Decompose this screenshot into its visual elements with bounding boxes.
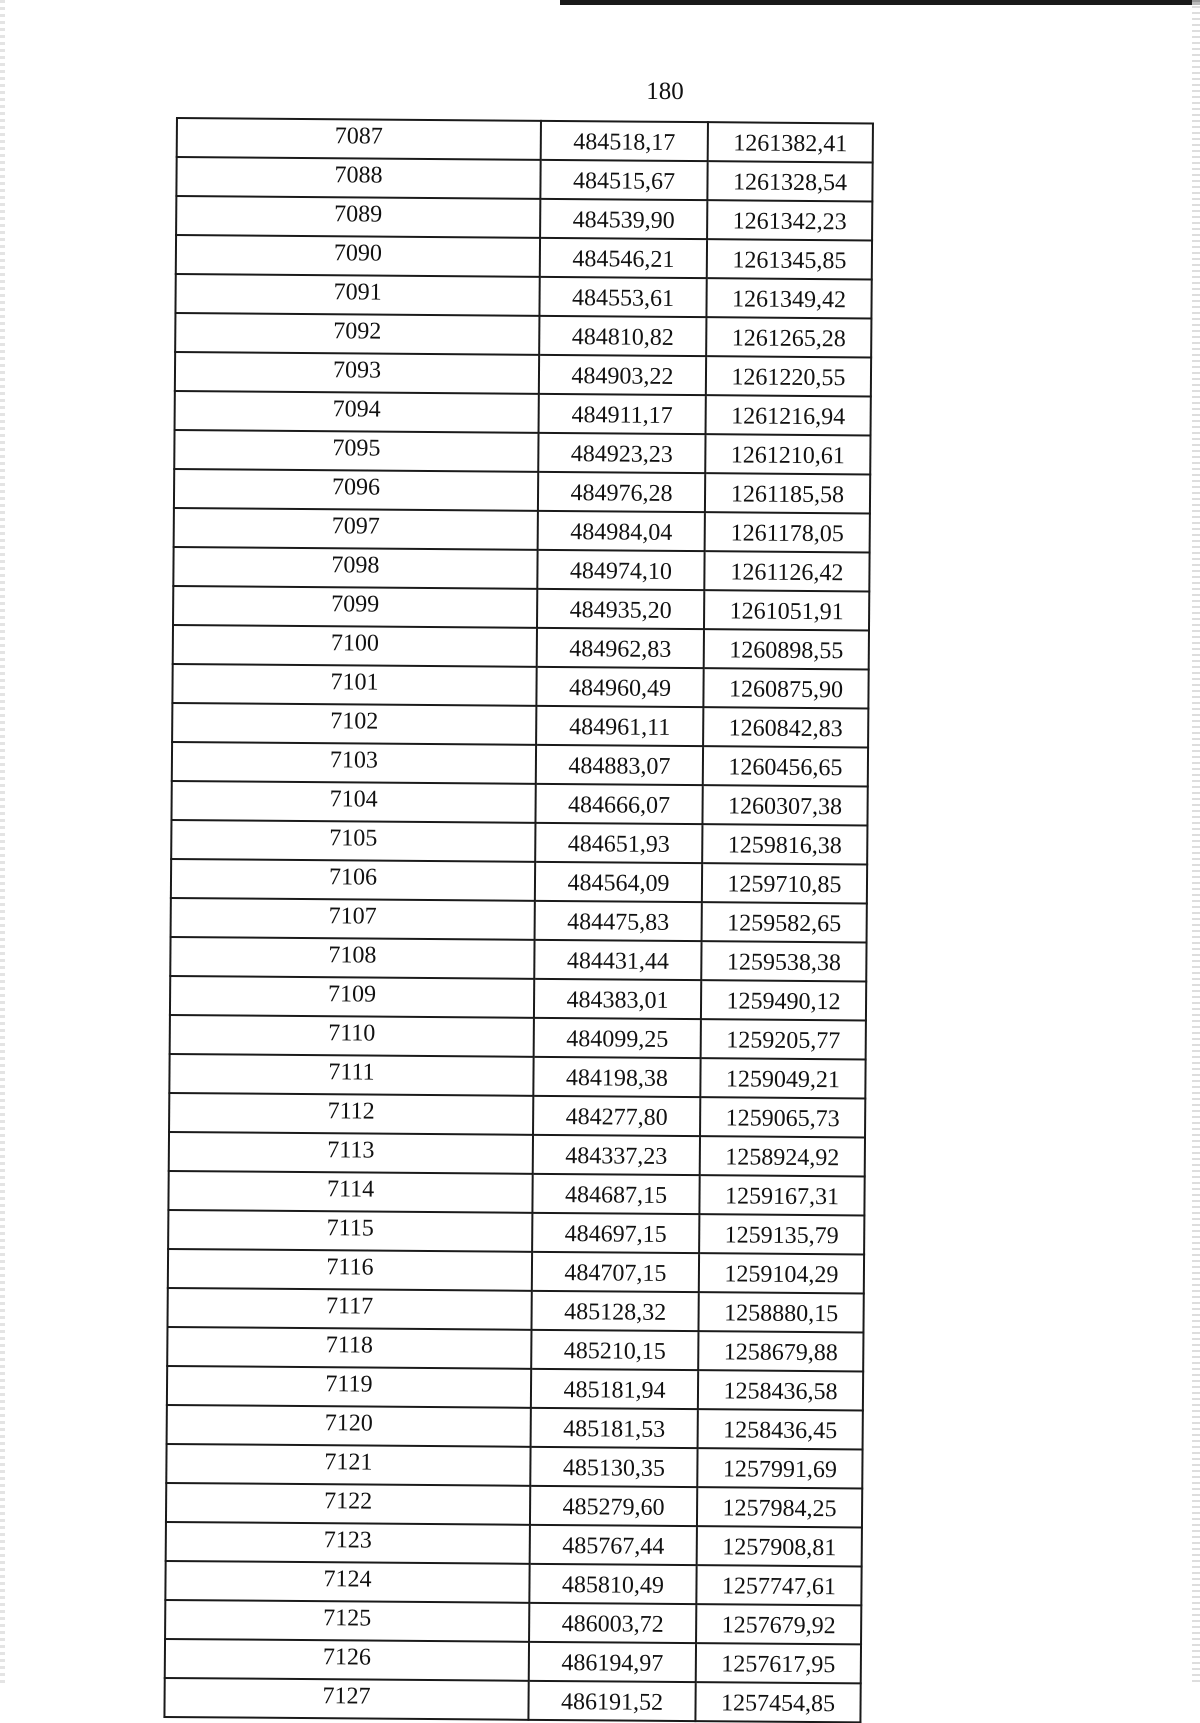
point-number-cell: 7090 bbox=[176, 235, 540, 277]
point-number-cell: 7118 bbox=[167, 1327, 531, 1369]
y-coordinate-cell: 1259538,38 bbox=[701, 941, 866, 981]
point-number-cell: 7093 bbox=[175, 352, 539, 394]
point-number-cell: 7109 bbox=[170, 976, 534, 1018]
point-number-cell: 7114 bbox=[168, 1171, 532, 1213]
table-row bbox=[171, 898, 867, 942]
x-coordinate-cell: 484984,04 bbox=[538, 511, 705, 551]
table-row bbox=[166, 1444, 862, 1488]
x-coordinate-cell: 484911,17 bbox=[539, 394, 706, 434]
point-number-cell: 7122 bbox=[166, 1483, 530, 1525]
x-coordinate-cell: 485181,53 bbox=[531, 1408, 698, 1448]
y-coordinate-cell: 1261382,41 bbox=[708, 122, 873, 162]
point-number-cell: 7096 bbox=[174, 469, 538, 511]
table-row bbox=[164, 1678, 860, 1722]
x-coordinate-cell: 484546,21 bbox=[540, 238, 707, 278]
x-coordinate-cell: 484976,28 bbox=[538, 472, 705, 512]
table-row bbox=[169, 1054, 865, 1098]
y-coordinate-cell: 1261051,91 bbox=[704, 590, 869, 630]
y-coordinate-cell: 1258679,88 bbox=[698, 1331, 863, 1371]
point-number-cell: 7087 bbox=[177, 118, 541, 160]
y-coordinate-cell: 1261345,85 bbox=[707, 239, 872, 279]
point-number-cell: 7115 bbox=[168, 1210, 532, 1252]
y-coordinate-cell: 1257908,81 bbox=[697, 1526, 862, 1566]
table-row bbox=[166, 1522, 862, 1566]
x-coordinate-cell: 484960,49 bbox=[536, 667, 703, 707]
point-number-cell: 7127 bbox=[164, 1678, 528, 1720]
y-coordinate-cell: 1259065,73 bbox=[700, 1097, 865, 1137]
y-coordinate-cell: 1258436,45 bbox=[698, 1409, 863, 1449]
x-coordinate-cell: 486191,52 bbox=[528, 1681, 695, 1721]
table-row bbox=[176, 196, 872, 240]
x-coordinate-cell: 485810,49 bbox=[529, 1564, 696, 1604]
y-coordinate-cell: 1259582,65 bbox=[702, 902, 867, 942]
y-coordinate-cell: 1258436,58 bbox=[698, 1370, 863, 1410]
point-number-cell: 7091 bbox=[175, 274, 539, 316]
x-coordinate-cell: 484974,10 bbox=[537, 550, 704, 590]
x-coordinate-cell: 484337,23 bbox=[533, 1135, 700, 1175]
y-coordinate-cell: 1257984,25 bbox=[697, 1487, 862, 1527]
y-coordinate-cell: 1258924,92 bbox=[700, 1136, 865, 1176]
table-row bbox=[172, 664, 868, 708]
table-row bbox=[169, 1093, 865, 1137]
y-coordinate-cell: 1259205,77 bbox=[701, 1019, 866, 1059]
x-coordinate-cell: 484515,67 bbox=[540, 160, 707, 200]
table-row bbox=[174, 469, 870, 513]
y-coordinate-cell: 1261328,54 bbox=[707, 161, 872, 201]
x-coordinate-cell: 484666,07 bbox=[535, 784, 702, 824]
x-coordinate-cell: 484651,93 bbox=[535, 823, 702, 863]
y-coordinate-cell: 1259490,12 bbox=[701, 980, 866, 1020]
point-number-cell: 7106 bbox=[171, 859, 535, 901]
x-coordinate-cell: 484961,11 bbox=[536, 706, 703, 746]
point-number-cell: 7097 bbox=[174, 508, 538, 550]
y-coordinate-cell: 1260842,83 bbox=[703, 707, 868, 747]
x-coordinate-cell: 485128,32 bbox=[531, 1291, 698, 1331]
table-row bbox=[175, 313, 871, 357]
table-row bbox=[170, 937, 866, 981]
table-row bbox=[171, 820, 867, 864]
point-number-cell: 7125 bbox=[165, 1600, 529, 1642]
table-row bbox=[165, 1561, 861, 1605]
table-row bbox=[165, 1639, 861, 1683]
point-number-cell: 7124 bbox=[165, 1561, 529, 1603]
y-coordinate-cell: 1261178,05 bbox=[705, 512, 870, 552]
y-coordinate-cell: 1261265,28 bbox=[706, 317, 871, 357]
point-number-cell: 7119 bbox=[167, 1366, 531, 1408]
table-row bbox=[176, 157, 872, 201]
table-row bbox=[175, 391, 871, 435]
y-coordinate-cell: 1261126,42 bbox=[704, 551, 869, 591]
point-number-cell: 7113 bbox=[169, 1132, 533, 1174]
y-coordinate-cell: 1257991,69 bbox=[697, 1448, 862, 1488]
y-coordinate-cell: 1260875,90 bbox=[703, 668, 868, 708]
table-row bbox=[167, 1405, 863, 1449]
y-coordinate-cell: 1259104,29 bbox=[699, 1253, 864, 1293]
x-coordinate-cell: 484810,82 bbox=[539, 316, 706, 356]
table-row bbox=[167, 1366, 863, 1410]
x-coordinate-cell: 484935,20 bbox=[537, 589, 704, 629]
point-number-cell: 7112 bbox=[169, 1093, 533, 1135]
table-row bbox=[173, 547, 869, 591]
x-coordinate-cell: 484518,17 bbox=[541, 121, 708, 161]
x-coordinate-cell: 484564,09 bbox=[535, 862, 702, 902]
table-row bbox=[170, 976, 866, 1020]
point-number-cell: 7104 bbox=[171, 781, 535, 823]
x-coordinate-cell: 484962,83 bbox=[537, 628, 704, 668]
x-coordinate-cell: 484277,80 bbox=[533, 1096, 700, 1136]
y-coordinate-cell: 1261342,23 bbox=[707, 200, 872, 240]
scan-left-edge bbox=[0, 0, 5, 1686]
x-coordinate-cell: 484923,23 bbox=[538, 433, 705, 473]
table-row bbox=[175, 352, 871, 396]
y-coordinate-cell: 1261210,61 bbox=[705, 434, 870, 474]
point-number-cell: 7098 bbox=[173, 547, 537, 589]
x-coordinate-cell: 484198,38 bbox=[533, 1057, 700, 1097]
x-coordinate-cell: 484707,15 bbox=[532, 1252, 699, 1292]
point-number-cell: 7121 bbox=[166, 1444, 530, 1486]
table-row bbox=[176, 235, 872, 279]
point-number-cell: 7116 bbox=[168, 1249, 532, 1291]
x-coordinate-cell: 484475,83 bbox=[535, 901, 702, 941]
x-coordinate-cell: 485130,35 bbox=[530, 1447, 697, 1487]
x-coordinate-cell: 484903,22 bbox=[539, 355, 706, 395]
x-coordinate-cell: 486003,72 bbox=[529, 1603, 696, 1643]
table-row bbox=[167, 1288, 863, 1332]
point-number-cell: 7099 bbox=[173, 586, 537, 628]
point-number-cell: 7102 bbox=[172, 703, 536, 745]
table-row bbox=[173, 586, 869, 630]
table-row bbox=[172, 742, 868, 786]
table-row bbox=[165, 1600, 861, 1644]
table-row bbox=[171, 859, 867, 903]
table-row bbox=[172, 703, 868, 747]
point-number-cell: 7089 bbox=[176, 196, 540, 238]
point-number-cell: 7126 bbox=[165, 1639, 529, 1681]
point-number-cell: 7103 bbox=[172, 742, 536, 784]
y-coordinate-cell: 1259710,85 bbox=[702, 863, 867, 903]
table-row bbox=[171, 781, 867, 825]
table-row bbox=[169, 1132, 865, 1176]
point-number-cell: 7101 bbox=[172, 664, 536, 706]
x-coordinate-cell: 484539,90 bbox=[540, 199, 707, 239]
point-number-cell: 7117 bbox=[167, 1288, 531, 1330]
y-coordinate-cell: 1261220,55 bbox=[706, 356, 871, 396]
x-coordinate-cell: 484883,07 bbox=[536, 745, 703, 785]
point-number-cell: 7108 bbox=[170, 937, 534, 979]
coordinates-table-body bbox=[164, 118, 873, 1722]
point-number-cell: 7120 bbox=[167, 1405, 531, 1447]
table-row bbox=[168, 1171, 864, 1215]
point-number-cell: 7100 bbox=[173, 625, 537, 667]
y-coordinate-cell: 1257679,92 bbox=[696, 1604, 861, 1644]
scan-right-edge bbox=[1192, 0, 1200, 1686]
y-coordinate-cell: 1260456,65 bbox=[703, 746, 868, 786]
page-number: 180 bbox=[646, 78, 684, 105]
y-coordinate-cell: 1261185,58 bbox=[705, 473, 870, 513]
y-coordinate-cell: 1259816,38 bbox=[702, 824, 867, 864]
table-row bbox=[174, 430, 870, 474]
point-number-cell: 7095 bbox=[174, 430, 538, 472]
table-row bbox=[166, 1483, 862, 1527]
x-coordinate-cell: 484687,15 bbox=[532, 1174, 699, 1214]
y-coordinate-cell: 1258880,15 bbox=[698, 1292, 863, 1332]
y-coordinate-cell: 1260898,55 bbox=[704, 629, 869, 669]
x-coordinate-cell: 484099,25 bbox=[534, 1018, 701, 1058]
y-coordinate-cell: 1259049,21 bbox=[700, 1058, 865, 1098]
table-row bbox=[168, 1210, 864, 1254]
table-row bbox=[177, 118, 873, 162]
point-number-cell: 7105 bbox=[171, 820, 535, 862]
point-number-cell: 7092 bbox=[175, 313, 539, 355]
y-coordinate-cell: 1257617,95 bbox=[696, 1643, 861, 1683]
x-coordinate-cell: 484697,15 bbox=[532, 1213, 699, 1253]
y-coordinate-cell: 1259167,31 bbox=[699, 1175, 864, 1215]
x-coordinate-cell: 484553,61 bbox=[539, 277, 706, 317]
x-coordinate-cell: 484431,44 bbox=[534, 940, 701, 980]
table-row bbox=[167, 1327, 863, 1371]
x-coordinate-cell: 486194,97 bbox=[529, 1642, 696, 1682]
x-coordinate-cell: 484383,01 bbox=[534, 979, 701, 1019]
x-coordinate-cell: 485279,60 bbox=[530, 1486, 697, 1526]
table-row bbox=[173, 625, 869, 669]
coordinates-table bbox=[163, 117, 874, 1723]
scan-top-edge bbox=[560, 0, 1200, 5]
point-number-cell: 7094 bbox=[175, 391, 539, 433]
x-coordinate-cell: 485767,44 bbox=[530, 1525, 697, 1565]
y-coordinate-cell: 1260307,38 bbox=[702, 785, 867, 825]
table-row bbox=[174, 508, 870, 552]
point-number-cell: 7110 bbox=[170, 1015, 534, 1057]
y-coordinate-cell: 1259135,79 bbox=[699, 1214, 864, 1254]
point-number-cell: 7107 bbox=[171, 898, 535, 940]
x-coordinate-cell: 485181,94 bbox=[531, 1369, 698, 1409]
y-coordinate-cell: 1261349,42 bbox=[706, 278, 871, 318]
table-row bbox=[175, 274, 871, 318]
y-coordinate-cell: 1261216,94 bbox=[706, 395, 871, 435]
point-number-cell: 7123 bbox=[166, 1522, 530, 1564]
table-row bbox=[170, 1015, 866, 1059]
y-coordinate-cell: 1257747,61 bbox=[696, 1565, 861, 1605]
table-row bbox=[168, 1249, 864, 1293]
point-number-cell: 7088 bbox=[176, 157, 540, 199]
y-coordinate-cell: 1257454,85 bbox=[695, 1682, 860, 1722]
point-number-cell: 7111 bbox=[169, 1054, 533, 1096]
x-coordinate-cell: 485210,15 bbox=[531, 1330, 698, 1370]
